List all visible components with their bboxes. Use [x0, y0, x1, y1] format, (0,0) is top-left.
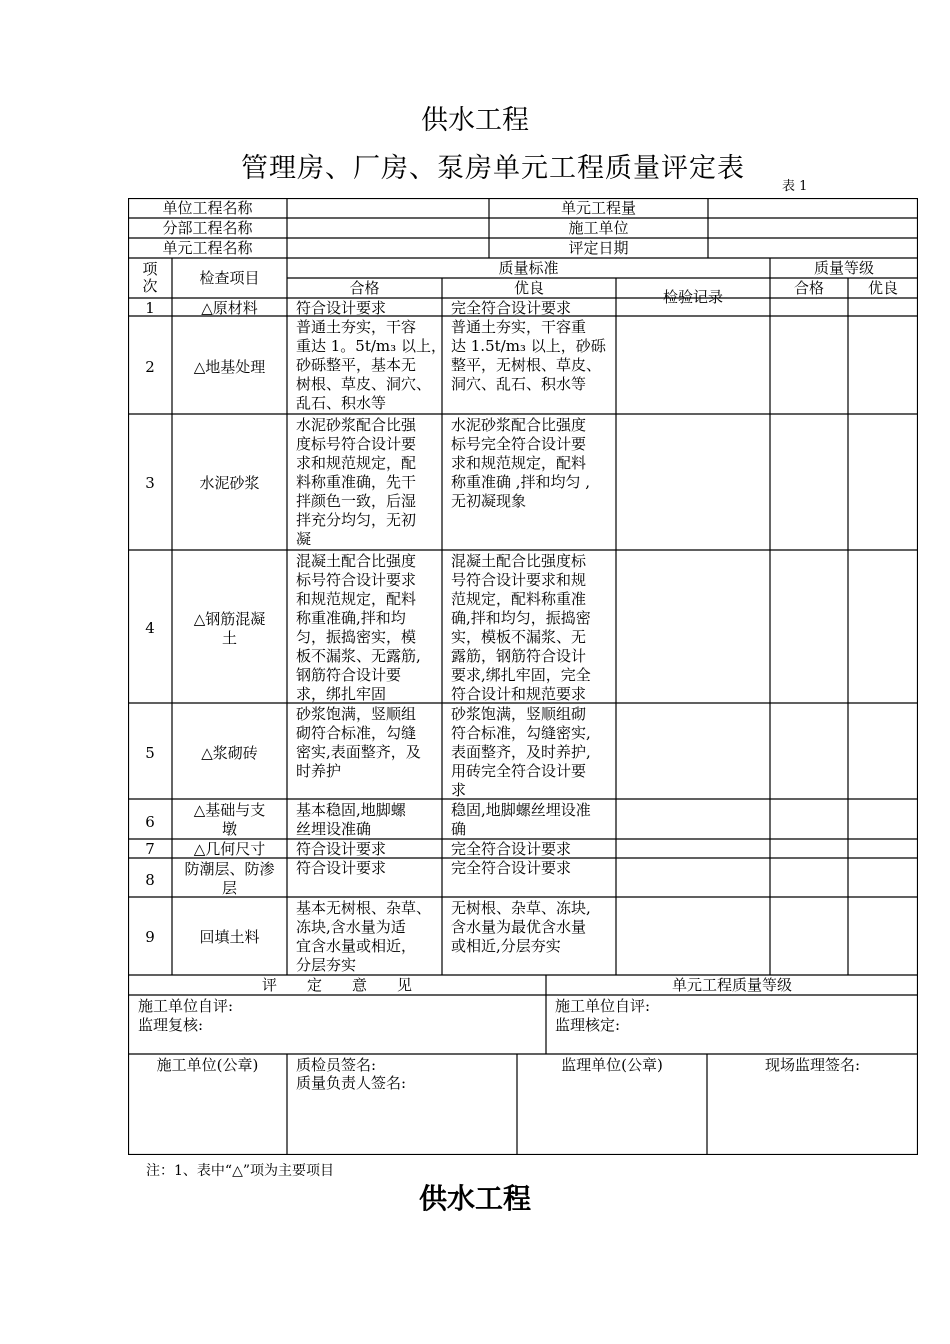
header-inspection-record: 检验记录: [662, 288, 723, 306]
row7-no: 7: [145, 840, 155, 858]
row2-item: △地基处理: [193, 358, 266, 376]
supervision-unit-seal: 监理单位(公章): [561, 1056, 663, 1074]
unit-quality-grade-header: 单元工程质量等级: [671, 976, 792, 994]
construction-unit-seal: 施工单位(公章): [156, 1056, 259, 1074]
evaluation-opinion-header: 评 定 意 见: [261, 976, 412, 994]
row6-pass: 基本稳固,地脚螺 丝埋设准确: [296, 801, 406, 838]
header-excellent: 优良: [513, 279, 544, 297]
row1-item: △原材料: [201, 299, 258, 317]
self-evaluation-right: 施工单位自评:: [555, 997, 651, 1015]
form-title: 管理房、厂房、泵房单元工程质量评定表: [241, 153, 745, 184]
label-evaluation-date: 评定日期: [568, 239, 629, 257]
row4-excellent: 混凝土配合比强度标 号符合设计要求和规 范规定，配料称重准 确,拌和均匀，振捣密 实，模板不漏浆、无 露筋，钢筋符合设计 要求,绑扎牢固，完全 符合设计和规范要求: [451, 552, 591, 703]
site-supervisor-signature: 现场监理签名:: [764, 1056, 861, 1074]
label-division-project-name: 分部工程名称: [162, 219, 253, 237]
row7-excellent: 完全符合设计要求: [451, 840, 572, 858]
supervisor-verify: 监理核定:: [555, 1016, 621, 1034]
quality-manager-signature: 质量负责人签名:: [296, 1074, 407, 1092]
header-seq: 项 次: [142, 260, 158, 295]
header-check-item: 检查项目: [199, 269, 260, 287]
row8-pass: 符合设计要求: [296, 859, 387, 877]
label-unit-project-name: 单位工程名称: [162, 199, 253, 217]
row9-no: 9: [145, 928, 155, 946]
quality-evaluation-table: [128, 198, 918, 1155]
row9-pass: 基本无树根、杂草、 冻块,含水量为适 宜含水量或相近， 分层夯实: [296, 899, 432, 974]
row5-excellent: 砂浆饱满，竖顺组砌 符合标准，勾缝密实, 表面整齐，及时养护, 用砖完全符合设计要 求: [451, 705, 591, 799]
row6-excellent: 稳固,地脚螺丝埋设准 确: [451, 801, 591, 838]
row8-item: 防潮层、防渗 层: [184, 860, 275, 897]
table-number: 表 1: [782, 179, 808, 194]
row1-no: 1: [145, 299, 155, 317]
row6-item: △基础与支 墩: [193, 801, 266, 838]
footnote: 注：1、表中“△”项为主要项目: [146, 1163, 334, 1179]
row3-item: 水泥砂浆: [199, 474, 260, 492]
row8-excellent: 完全符合设计要求: [451, 859, 572, 877]
header-grade-pass: 合格: [793, 279, 824, 297]
row7-item: △几何尺寸: [193, 840, 266, 858]
row5-item: △浆砌砖: [201, 744, 258, 762]
header-quality-standard: 质量标准: [498, 259, 559, 277]
row6-no: 6: [145, 813, 155, 831]
row4-no: 4: [145, 619, 155, 637]
row5-no: 5: [145, 744, 155, 762]
row4-item: △钢筋混凝 土: [193, 610, 266, 647]
row1-excellent: 完全符合设计要求: [451, 299, 572, 317]
row5-pass: 砂浆饱满，竖顺组 砌符合标准，勾缝 密实,表面整齐，及 时养护: [296, 705, 421, 780]
label-element-project-name: 单元工程名称: [162, 239, 253, 257]
row2-no: 2: [145, 358, 155, 376]
row1-pass: 符合设计要求: [296, 299, 387, 317]
row3-no: 3: [145, 474, 155, 492]
row3-excellent: 水泥砂浆配合比强度 标号完全符合设计要 求和规范规定，配料 称重准确 ,拌和均匀 , 无初凝现象: [451, 416, 591, 510]
row9-item: 回填土料: [199, 928, 260, 946]
header-grade-excellent: 优良: [867, 279, 898, 297]
row3-pass: 水泥砂浆配合比强 度标号符合设计要 求和规范规定，配 料称重准确，先干 拌颜色一致，后湿 拌充分均匀，无初 凝: [296, 416, 417, 548]
inspector-signature: 质检员签名:: [296, 1056, 377, 1074]
next-page-title: 供水工程: [418, 1182, 531, 1215]
label-unit-project-quantity: 单元工程量: [560, 199, 636, 217]
label-construction-unit: 施工单位: [568, 219, 629, 237]
page-title: 供水工程: [421, 105, 529, 136]
row7-pass: 符合设计要求: [296, 840, 387, 858]
row2-excellent: 普通土夯实，干容重 达 1.5t/m₃ 以上，砂砾 整平，无树根、草皮、 洞穴、乱石、积水等: [451, 318, 606, 393]
self-evaluation-left: 施工单位自评:: [138, 997, 234, 1015]
row2-pass: 普通土夯实，干容 重达 1。5t/m₃ 以上， 砂砾整平，基本无 树根、草皮、洞穴、 乱石、积水等: [296, 318, 446, 412]
row4-pass: 混凝土配合比强度 标号符合设计要求 和规范规定，配料 称重准确,拌和均 匀，振捣密实，模 板不漏浆、无露筋, 钢筋符合设计要 求，绑扎牢固: [296, 552, 421, 703]
row8-no: 8: [145, 871, 155, 889]
row9-excellent: 无树根、杂草、冻块, 含水量为最优含水量 或相近,分层夯实: [451, 899, 591, 955]
header-pass: 合格: [349, 279, 380, 297]
supervisor-review: 监理复核:: [138, 1016, 204, 1034]
header-quality-grade: 质量等级: [813, 259, 874, 277]
